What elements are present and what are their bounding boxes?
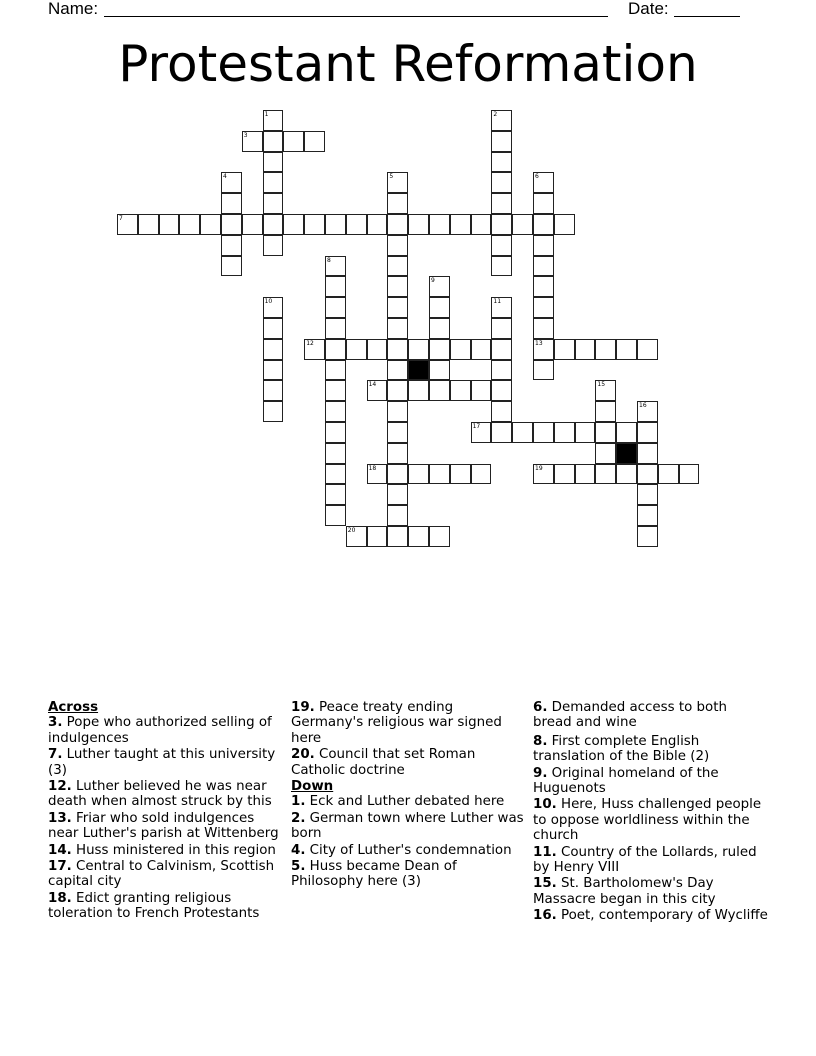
grid-cell[interactable] [263,360,284,381]
grid-cell[interactable] [429,360,450,381]
grid-cell[interactable] [533,464,554,485]
grid-cell[interactable] [595,339,616,360]
clue-text: First complete English translation of the Bible (2) [533,733,710,765]
grid-cell[interactable] [367,526,388,547]
grid-cell[interactable] [367,214,388,235]
clue-text: City of Luther's condemnation [309,842,512,858]
clues-column-3 [533,700,769,925]
grid-cell[interactable] [554,464,575,485]
clue-text: St. Bartholomew's Day Massacre began in this city [533,876,716,907]
grid-cell[interactable] [263,193,284,214]
grid-cell[interactable] [429,339,450,360]
clue-down-15 [533,876,769,907]
grid-cell[interactable] [575,339,596,360]
grid-cell[interactable] [533,318,554,339]
date-label: Date: [628,0,669,18]
grid-cell[interactable] [387,422,408,443]
clue-text: Original homeland of the Huguenots [533,765,719,797]
grid-cell[interactable] [491,235,512,256]
cell-number: 7 [119,215,123,222]
grid-cell[interactable] [387,214,408,235]
grid-cell[interactable] [387,505,408,526]
grid-cell[interactable] [221,256,242,277]
grid-cell[interactable] [242,214,263,235]
grid-cell[interactable] [616,422,637,443]
clue-number: 4. [291,842,306,858]
grid-cell[interactable] [491,152,512,173]
cell-number: 4 [223,173,227,181]
grid-cell[interactable] [367,380,388,401]
clue-text: Peace treaty ending Germany's religious war signed here [291,700,502,746]
clue-down-2 [291,811,527,842]
grid-cell[interactable] [408,380,429,401]
grid-cell[interactable] [408,526,429,547]
grid-cell[interactable] [533,214,554,235]
cell-number: 2 [493,111,498,118]
grid-cell[interactable] [575,464,596,485]
cell-number: 1 [264,111,269,118]
cell-number: 14 [368,381,377,389]
cell-number: 5 [389,173,394,181]
grid-cell[interactable] [471,422,492,443]
clue-across-7 [48,747,284,778]
across-heading: Across [48,700,99,715]
grid-cell[interactable] [325,339,346,360]
grid-cell[interactable] [387,339,408,360]
grid-cell[interactable] [471,214,492,235]
cell-number: 16 [639,402,647,410]
clue-number: 20. [291,747,315,763]
clue-number: 5. [291,859,306,875]
grid-cell[interactable] [616,339,637,360]
grid-cell[interactable] [533,235,554,256]
grid-cell[interactable] [637,422,658,443]
clue-down-6 [533,700,769,731]
grid-cell[interactable] [325,401,346,422]
grid-cell[interactable] [179,214,200,235]
clue-number: 17. [48,859,72,875]
grid-cell[interactable] [325,422,346,443]
grid-cell[interactable] [616,464,637,485]
clue-text: Here, Huss challenged people to oppose worldliness within the church [533,797,762,844]
clue-number: 6. [533,700,548,715]
clue-text: Friar who sold indulgences near Luther's parish at Wittenberg [48,810,279,842]
grid-cell[interactable] [408,214,429,235]
grid-cell[interactable] [491,131,512,152]
grid-cell[interactable] [491,172,512,193]
clue-number: 12. [48,779,72,795]
grid-cell[interactable] [595,464,616,485]
clue-number: 16. [533,908,557,924]
name-label: Name: [48,0,99,18]
clue-number: 1. [291,794,306,810]
grid-cell[interactable] [263,339,284,360]
grid-cell[interactable] [304,339,325,360]
grid-cell[interactable] [658,464,679,485]
black-cell [616,443,637,464]
grid-cell[interactable] [491,297,512,318]
clue-down-16 [533,908,769,923]
grid-cell[interactable] [263,235,284,256]
clue-text: Luther believed he was near death when almost struck by this [48,779,272,810]
clue-number: 13. [48,810,72,826]
grid-cell[interactable] [429,214,450,235]
grid-cell[interactable] [387,256,408,277]
cell-number: 13 [535,339,543,347]
clue-down-1 [291,794,527,809]
clue-text: Central to Calvinism, Scottish capital city [48,859,275,890]
grid-cell[interactable] [263,318,284,339]
clue-across-13 [48,811,284,842]
grid-cell[interactable] [575,422,596,443]
clue-across-12 [48,779,284,810]
grid-cell[interactable] [263,401,284,422]
grid-cell[interactable] [491,401,512,422]
grid-cell[interactable] [387,318,408,339]
grid-cell[interactable] [429,297,450,318]
clue-number: 3. [48,715,63,731]
clue-text: Eck and Luther debated here [309,794,505,810]
grid-cell[interactable] [387,193,408,214]
grid-cell[interactable] [637,401,658,422]
grid-cell[interactable] [429,526,450,547]
grid-cell[interactable] [450,214,471,235]
grid-cell[interactable] [595,443,616,464]
grid-cell[interactable] [533,172,554,193]
clue-number: 15. [533,876,557,892]
grid-cell[interactable] [263,131,284,152]
clue-number: 19. [291,700,315,715]
grid-cell[interactable] [491,193,512,214]
clue-text: Council that set Roman Catholic doctrine [291,747,476,778]
clue-across-19 [291,700,527,746]
cell-number: 17 [472,423,481,430]
grid-cell[interactable] [325,214,346,235]
clue-down-10 [533,797,769,843]
grid-cell[interactable] [325,318,346,339]
cell-number: 3 [243,131,248,139]
grid-cell[interactable] [242,131,263,152]
grid-cell[interactable] [491,360,512,381]
grid-cell[interactable] [387,297,408,318]
grid-cell[interactable] [387,380,408,401]
grid-cell[interactable] [387,401,408,422]
grid-cell[interactable] [679,464,700,485]
grid-cell[interactable] [159,214,180,235]
grid-cell[interactable] [387,443,408,464]
grid-cell[interactable] [387,526,408,547]
grid-cell[interactable] [429,380,450,401]
clue-down-4 [291,843,527,858]
grid-cell[interactable] [491,214,512,235]
grid-cell[interactable] [491,380,512,401]
grid-cell[interactable] [221,214,242,235]
clue-number: 14. [48,842,72,858]
cell-number: 8 [327,256,331,264]
grid-cell[interactable] [533,422,554,443]
clue-text: Edict granting religious toleration to French Protestants [48,890,260,922]
grid-cell[interactable] [408,339,429,360]
grid-cell[interactable] [346,214,367,235]
grid-cell[interactable] [554,422,575,443]
cell-number: 11 [493,298,502,306]
grid-cell[interactable] [387,484,408,505]
grid-cell[interactable] [221,193,242,214]
grid-cell[interactable] [491,339,512,360]
grid-cell[interactable] [471,380,492,401]
grid-cell[interactable] [325,276,346,297]
cell-number: 10 [264,298,273,306]
grid-cell[interactable] [637,484,658,505]
grid-cell[interactable] [263,152,284,173]
grid-cell[interactable] [595,422,616,443]
clue-text: Demanded access to both bread and wine [533,700,727,731]
grid-cell[interactable] [533,297,554,318]
clue-text: Huss ministered in this region [76,842,276,858]
grid-cell[interactable] [637,526,658,547]
grid-cell[interactable] [637,505,658,526]
clue-across-18 [48,891,284,922]
clue-text: Huss became Dean of Philosophy here (3) [291,859,457,890]
grid-cell[interactable] [595,380,616,401]
grid-cell[interactable] [471,339,492,360]
clues-column-2 [291,700,527,891]
grid-cell[interactable] [387,464,408,485]
grid-cell[interactable] [263,297,284,318]
grid-cell[interactable] [325,360,346,381]
grid-cell[interactable] [263,172,284,193]
grid-cell[interactable] [491,422,512,443]
grid-cell[interactable] [533,256,554,277]
grid-cell[interactable] [200,214,221,235]
clue-across-3 [48,715,284,746]
grid-cell[interactable] [429,276,450,297]
grid-cell[interactable] [325,464,346,485]
clue-down-5 [291,859,527,890]
clue-down-8 [533,734,769,765]
grid-cell[interactable] [450,380,471,401]
clue-number: 10. [533,797,557,813]
grid-cell[interactable] [491,256,512,277]
clue-across-20 [291,747,527,778]
clue-number: 9. [533,765,548,781]
grid-cell[interactable] [491,318,512,339]
grid-cell[interactable] [304,214,325,235]
grid-cell[interactable] [533,339,554,360]
grid-cell[interactable] [263,110,284,131]
grid-cell[interactable] [263,214,284,235]
grid-cell[interactable] [533,360,554,381]
grid-cell[interactable] [221,235,242,256]
grid-cell[interactable] [325,256,346,277]
grid-cell[interactable] [263,380,284,401]
grid-cell[interactable] [450,464,471,485]
cell-number: 18 [368,464,377,472]
grid-cell[interactable] [325,380,346,401]
grid-cell[interactable] [512,214,533,235]
clue-down-9 [533,766,769,797]
grid-cell[interactable] [387,172,408,193]
grid-cell[interactable] [325,505,346,526]
clue-text: Country of the Lollards, ruled by Henry VIII [533,844,757,876]
grid-cell[interactable] [387,276,408,297]
grid-cell[interactable] [554,339,575,360]
clue-across-14 [48,843,284,858]
grid-cell[interactable] [595,401,616,422]
grid-cell[interactable] [471,464,492,485]
grid-cell[interactable] [533,193,554,214]
clue-number: 18. [48,890,72,906]
grid-cell[interactable] [637,339,658,360]
clue-text: Luther taught at this university (3) [48,747,276,778]
grid-cell[interactable] [346,526,367,547]
cell-number: 6 [535,173,539,181]
grid-cell[interactable] [387,235,408,256]
grid-cell[interactable] [117,214,138,235]
grid-cell[interactable] [367,464,388,485]
grid-cell[interactable] [450,339,471,360]
grid-cell[interactable] [637,443,658,464]
grid-cell[interactable] [491,110,512,131]
grid-cell[interactable] [637,464,658,485]
grid-cell[interactable] [283,131,304,152]
grid-cell[interactable] [429,464,450,485]
clue-number: 2. [291,810,306,826]
grid-cell[interactable] [554,214,575,235]
black-cell [408,360,429,381]
clue-number: 11. [533,844,557,860]
clue-number: 8. [533,733,548,749]
clue-text: German town where Luther was born [291,810,524,842]
grid-cell[interactable] [325,297,346,318]
grid-cell[interactable] [325,484,346,505]
grid-cell[interactable] [304,131,325,152]
page-title: Protestant Reformation [118,35,698,93]
grid-cell[interactable] [512,422,533,443]
grid-cell[interactable] [346,339,367,360]
down-heading: Down [291,779,334,795]
grid-cell[interactable] [221,172,242,193]
cell-number: 19 [535,464,543,472]
clue-down-11 [533,845,769,876]
grid-cell[interactable] [408,464,429,485]
clues-column-1 [48,700,284,923]
grid-cell[interactable] [325,443,346,464]
grid-cell[interactable] [533,276,554,297]
grid-cell[interactable] [283,214,304,235]
grid-cell[interactable] [429,318,450,339]
cell-number: 12 [306,339,314,347]
grid-cell[interactable] [367,339,388,360]
clue-text: Pope who authorized selling of indulgences [48,715,272,746]
cell-number: 15 [597,381,606,389]
clue-across-17 [48,859,284,890]
clue-number: 7. [48,747,63,763]
grid-cell[interactable] [138,214,159,235]
cell-number: 20 [347,527,356,534]
grid-cell[interactable] [387,360,408,381]
cell-number: 9 [431,277,435,285]
clue-text: Poet, contemporary of Wycliffe [561,908,768,924]
